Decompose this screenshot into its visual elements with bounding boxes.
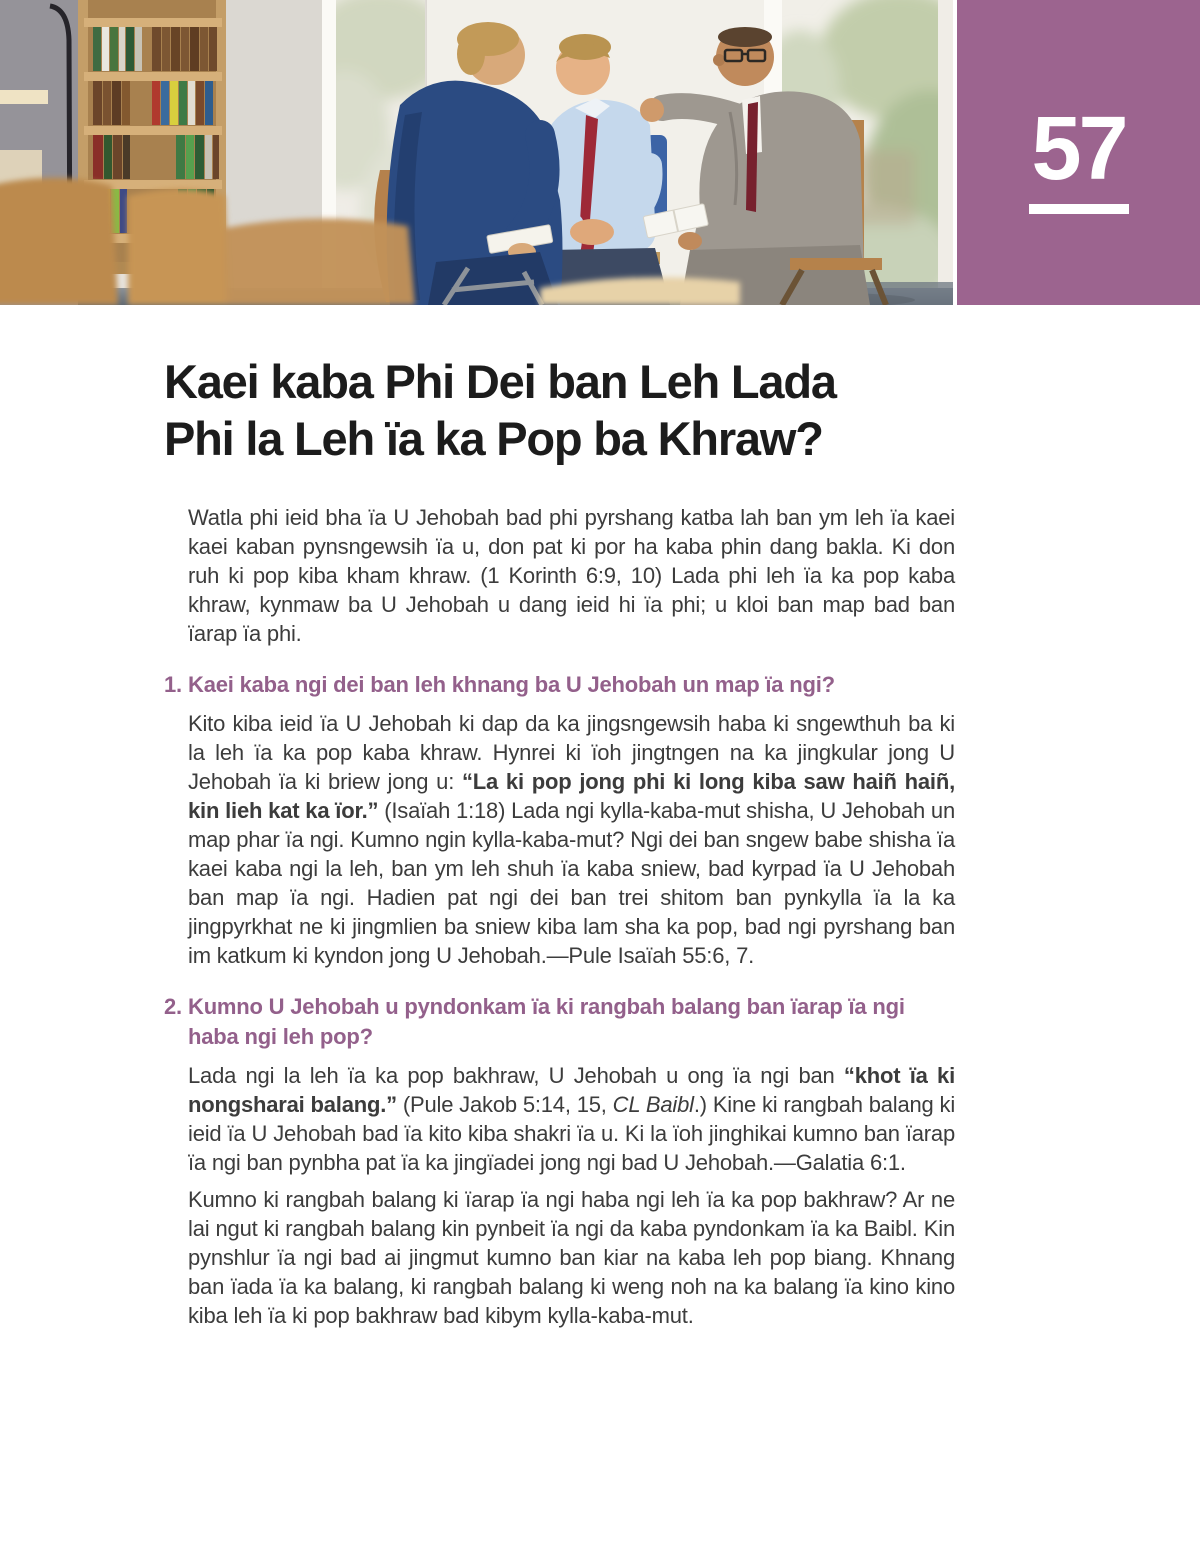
page-title <box>164 353 955 467</box>
page-number-block <box>957 0 1200 305</box>
hero-header <box>0 0 1200 305</box>
question-2-number: 2. <box>164 994 182 1019</box>
intro-paragraph: Watla phi ieid bha ïa U Jehobah bad phi pyrshang katba lah ban ym leh ïa kaei kaei kaban pynsngewsih ïa u, don pat ki por ha kaba phin dang bakla. Ki don ruh ki pop kiba kham khraw. (1 Korinth 6:9, 10) Lada phi leh ïa ka pop kaba khraw, kynmaw ba U Jehobah u dang ieid hi ïa phi; u kloi ban map bad ban ïarap ïa phi. <box>188 505 955 646</box>
question-1-number: 1. <box>164 672 182 697</box>
page-title-line-2: Phi la Leh ïa ka Pop ba Khraw? <box>164 412 823 465</box>
hero-photo <box>0 0 953 305</box>
lesson-content <box>164 305 955 1338</box>
page-number-underline <box>1029 204 1129 214</box>
section-question-1 <box>164 670 955 970</box>
question-1-paragraph: Kito kiba ieid ïa U Jehobah ki dap da ka jingsngewsih haba ki sngewthuh ba ki la leh ïa ka pop kaba khraw. Hynrei ki ïoh jingtngen na ka jingkular jong U Jehobah ïa ki briew jong u: “La ki pop jong phi ki long kiba saw haiñ haiñ, kin lieh kat ka ïor.” (Isaïah 1:18) Lada ngi kylla-kaba-mut shisha, U Jehobah un map phar ïa ngi. Kumno ngin kylla-kaba-mut? Ngi dei ban sngew babe shisha ïa kaei kaba ngi la leh, ban ym leh shuh ïa kaba sniew, bad kyrpad ïa U Jehobah ban map ïa ngi. Hadien pat ngi dei ban trei shitom ban pynkylla ïa la ka jingpyrkhat ne ki jingmlien ba sniew kiba lam sha ka pop, bad ngi pyrshang ban im katkum ki kyndon jong U Jehobah.—Pule Isaïah 55:6, 7. <box>188 711 955 968</box>
three-men-counseling-photo-illustration <box>0 0 953 305</box>
question-2-heading <box>164 992 955 1052</box>
question-1-heading <box>164 670 955 700</box>
question-2-paragraph-2: Kumno ki rangbah balang ki ïarap ïa ngi haba ngi leh ïa ka pop bakhraw? Ar ne lai ngut ki rangbah balang kin pynbeit ïa ngi da kaba pyndonkam ïa ka Baibl. Kin pynshlur ïa ngi bad ai jingmut kumno ban kiar na kaba leh pop biang. Khnang ban ïada ïa ka balang, ki rangbah balang ki weng noh na ka balang ïa kino kino kiba leh ïa ki pop bakhraw bad kibym kylla-kaba-mut. <box>188 1187 955 1328</box>
question-2-text: Kumno U Jehobah u pyndonkam ïa ki rangbah balang ban ïarap ïa ngi haba ngi leh pop? <box>188 994 905 1049</box>
section-question-2 <box>164 992 955 1330</box>
page-title-line-1: Kaei kaba Phi Dei ban Leh Lada <box>164 355 836 408</box>
page-number: 57 <box>1031 99 1126 199</box>
question-2-paragraph-1: Lada ngi la leh ïa ka pop bakhraw, U Jehobah u ong ïa ngi ban “khot ïa ki nongsharai balang.” (Pule Jakob 5:14, 15, CL Baibl.) Kine ki rangbah balang ki ieid ïa U Jehobah bad ïa kito kiba shakri ïa u. Ki la ïoh jinghikai kumno ban ïarap ïa ngi ban pynbha pat ïa ka jingïadei jong ngi bad U Jehobah.—Galatia 6:1. <box>188 1063 956 1175</box>
question-1-text: Kaei kaba ngi dei ban leh khnang ba U Jehobah un map ïa ngi? <box>188 672 835 697</box>
